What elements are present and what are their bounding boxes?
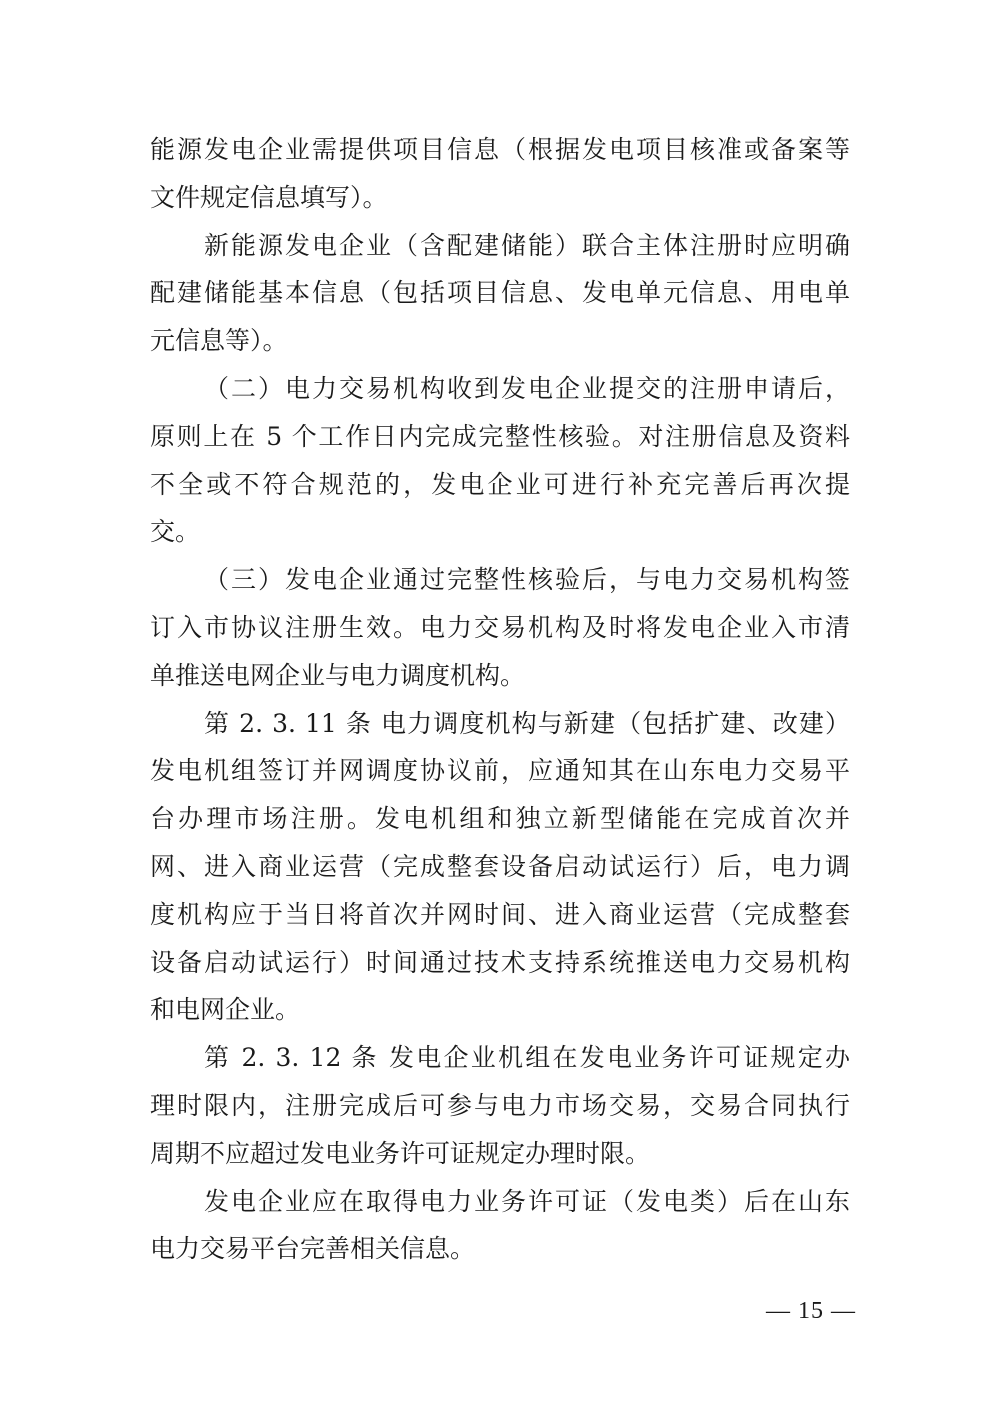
text-line: 原则上在 5 个工作日内完成完整性核验。对注册信息及资料	[150, 421, 850, 451]
text-line: （二）电力交易机构收到发电企业提交的注册申请后，	[204, 373, 850, 403]
paragraph	[150, 556, 850, 699]
text-line: 配建储能基本信息（包括项目信息、发电单元信息、用电单	[150, 278, 850, 308]
page-number: — 15 —	[766, 1298, 856, 1324]
text-line: 理时限内，注册完成后可参与电力市场交易，交易合同执行	[150, 1090, 850, 1120]
paragraph	[150, 222, 850, 365]
text-line: 新能源发电企业（含配建储能）联合主体注册时应明确	[204, 230, 850, 260]
text-line: 发电企业应在取得电力业务许可证（发电类）后在山东	[204, 1186, 850, 1216]
paragraph	[150, 1034, 850, 1177]
text-line: 第 2. 3. 11 条 电力调度机构与新建（包括扩建、改建）	[204, 708, 850, 738]
text-line: 度机构应于当日将首次并网时间、进入商业运营（完成整套	[150, 899, 850, 929]
text-line: 不全或不符合规范的，发电企业可进行补充完善后再次提	[150, 469, 850, 499]
paragraph	[150, 365, 850, 556]
paragraph	[150, 700, 850, 1035]
text-line: 电力交易平台完善相关信息。	[150, 1234, 476, 1264]
text-line: （三）发电企业通过完整性核验后，与电力交易机构签	[204, 565, 850, 595]
text-line: 交。	[150, 517, 201, 547]
text-line: 和电网企业。	[150, 995, 301, 1025]
text-line: 单推送电网企业与电力调度机构。	[150, 660, 526, 690]
text-line: 元信息等）。	[150, 326, 288, 356]
paragraph	[150, 126, 850, 222]
text-line: 文件规定信息填写）。	[150, 182, 388, 212]
document-body	[150, 126, 850, 1273]
text-line: 发电机组签订并网调度协议前，应通知其在山东电力交易平	[150, 756, 850, 786]
text-line: 能源发电企业需提供项目信息（根据发电项目核准或备案等	[150, 135, 850, 164]
text-line: 网、进入商业运营（完成整套设备启动试运行）后，电力调	[150, 851, 850, 881]
text-line: 订入市协议注册生效。电力交易机构及时将发电企业入市清	[150, 612, 850, 642]
text-line: 第 2. 3. 12 条 发电企业机组在发电业务许可证规定办	[204, 1043, 850, 1073]
text-line: 周期不应超过发电业务许可证规定办理时限。	[150, 1138, 651, 1168]
text-line: 设备启动试运行）时间通过技术支持系统推送电力交易机构	[150, 947, 850, 977]
text-line: 台办理市场注册。发电机组和独立新型储能在完成首次并	[150, 804, 850, 834]
paragraph	[150, 1178, 850, 1274]
